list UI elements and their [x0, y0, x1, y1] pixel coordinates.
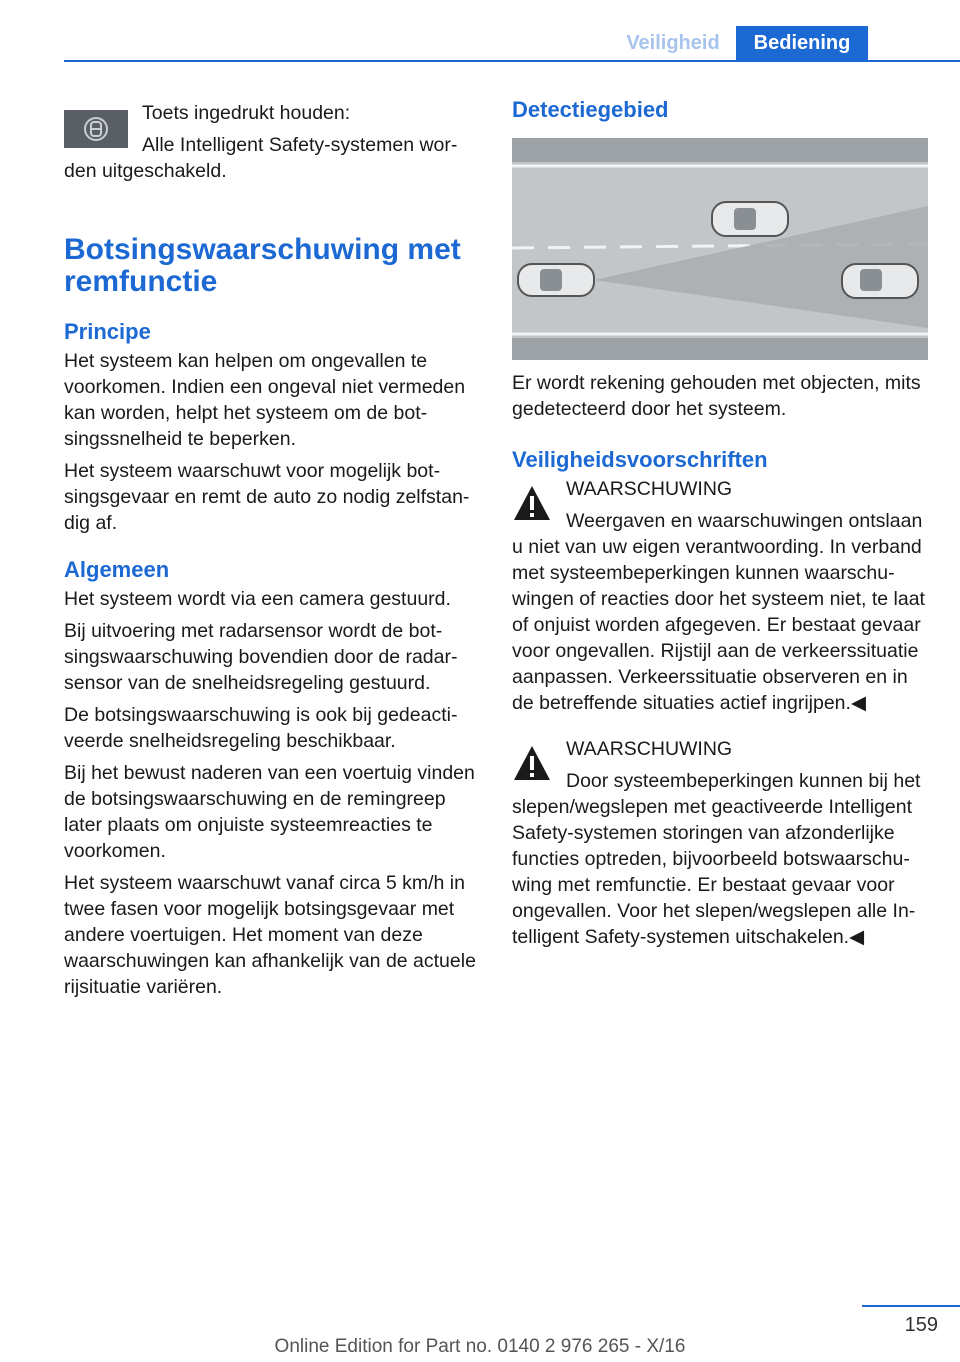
- warning-1-text: Weergaven en waarschuwingen ontslaan u niet van uw eigen verantwoording. In verband met systeembeperkingen kunnen waarschuwingen of reacties door het systeem niet, te laat of onjuist worden afgegeven. Er bestaat gevaar voor ongevallen. Rijstijl aan de verkeerssituatie aanpassen. Verkeerssituatie observeren en in de betreffende situaties actief ingrijpen.◀: [512, 510, 925, 714]
- page-number: 159: [904, 1314, 938, 1336]
- left-column: [64, 96, 478, 1006]
- button-instruction: [64, 100, 478, 190]
- algemeen-heading: Algemeen: [64, 557, 170, 582]
- principe-heading: Principe: [64, 319, 151, 344]
- algemeen-paragraph-1: Het systeem wordt via een camera gestuurd.: [64, 588, 451, 610]
- detection-area-road-illustration: [512, 138, 928, 360]
- principe-paragraph-2: Het systeem waarschuwt voor mogelijk botsingsgevaar en remt de auto zo nodig zelfstandig af.: [64, 460, 470, 534]
- detectie-heading: Detectiegebied: [512, 97, 669, 122]
- detectie-paragraph: Er wordt rekening gehouden met objecten, mits gedetecteerd door het systeem.: [512, 372, 921, 420]
- edition-footer: Online Edition for Part no. 0140 2 976 265 - X/16: [274, 1336, 686, 1357]
- car-left: [518, 264, 594, 296]
- principe-paragraph-1: Het systeem kan helpen om ongevallen te voorkomen. Indien een ongeval niet vermeden kan worden, helpt het systeem om de botsingssnelheid te beperken.: [64, 350, 466, 450]
- intelligent-safety-button-icon: [64, 110, 128, 148]
- warning-triangle-icon: [512, 744, 552, 782]
- button-instruction-line2: Alle Intelligent Safety-systemen worden uitgeschakeld.: [64, 134, 458, 182]
- right-column: [512, 96, 930, 956]
- algemeen-paragraph-4: Bij het bewust naderen van een voertuig vinden de botsingswaarschuwing en de remingreep later plaats om onjuiste systeemreacties te voorkomen.: [64, 762, 475, 862]
- warning-2-title: WAARSCHUWING: [566, 738, 733, 760]
- warning-2-text: Door systeembeperkingen kunnen bij het slepen/wegslepen met geactiveerde Intelligent Safety-systemen storingen van afzonderlijke functies optreden, bijvoorbeeld botswaarschuwing met remfunctie. Er bestaat gevaar voor ongevallen. Voor het slepen/wegslepen alle Intelligent Safety-systemen uitschakelen.◀: [512, 770, 921, 948]
- tab-veiligheid[interactable]: Veiligheid: [626, 32, 720, 54]
- veiligheid-heading: Veiligheidsvoorschriften: [512, 447, 768, 472]
- warning-1: [512, 476, 930, 716]
- warning-triangle-icon: [512, 484, 552, 522]
- warning-2: [512, 736, 930, 950]
- algemeen-paragraph-2: Bij uitvoering met radarsensor wordt de botsingswaarschuwing bovendien door de radarsensor van de snelheidsregeling gestuurd.: [64, 620, 458, 694]
- tab-bediening[interactable]: Bediening: [736, 26, 868, 62]
- car-top: [712, 202, 788, 236]
- algemeen-paragraph-3: De botsingswaarschuwing is ook bij gedeactiveerde snelheidsregeling beschikbaar.: [64, 704, 458, 752]
- car-right: [842, 264, 918, 298]
- button-instruction-line1: Toets ingedrukt houden:: [142, 102, 351, 124]
- footer-rule: [862, 1305, 960, 1307]
- warning-1-title: WAARSCHUWING: [566, 478, 733, 500]
- algemeen-paragraph-5: Het systeem waarschuwt vanaf circa 5 km/h in twee fasen voor mogelijk botsingsgevaar met andere voertuigen. Het moment van deze waarschuwingen kan afhankelijk van de actuele rijsituatie variëren.: [64, 872, 476, 998]
- section-title: Botsingswaarschuwing met remfunctie: [64, 233, 461, 298]
